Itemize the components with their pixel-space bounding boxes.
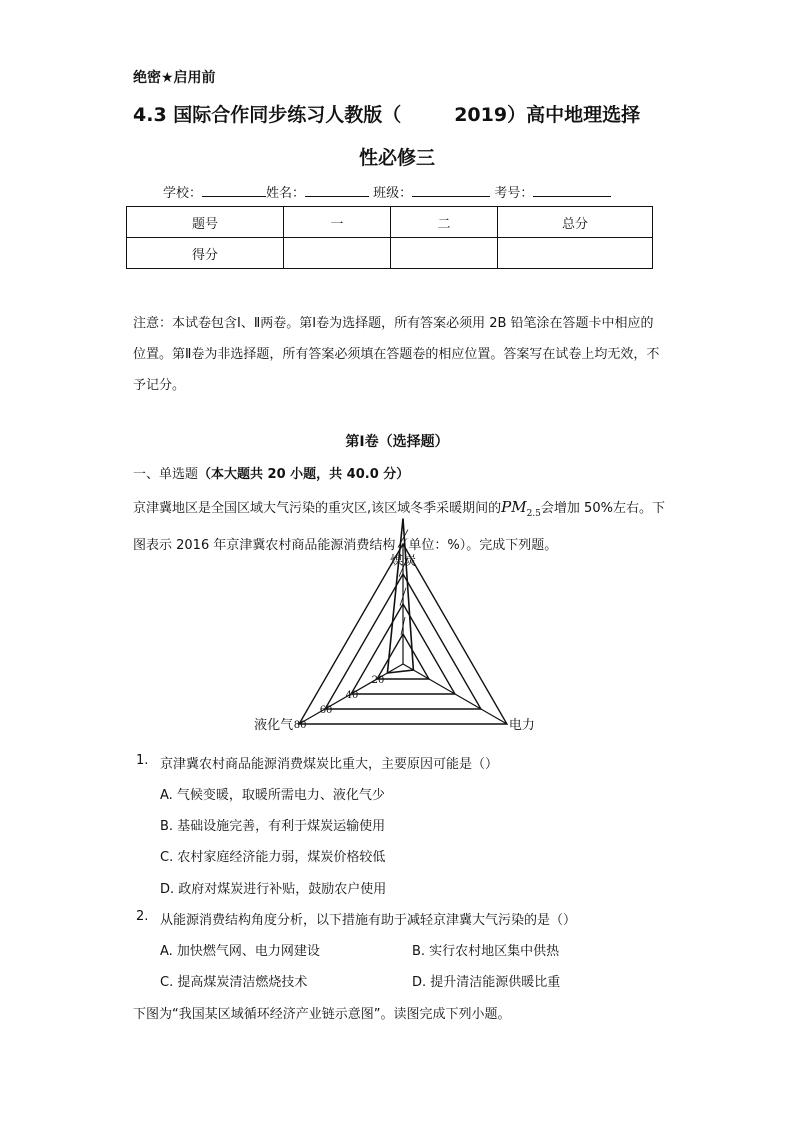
score-table-score-row (127, 238, 653, 269)
score-cell[interactable] (284, 238, 391, 269)
option-1c[interactable]: C. 农村家庭经济能力弱，煤炭价格较低 (160, 850, 386, 865)
question-stem: 京津冀农村商品能源消费煤炭比重大，主要原因可能是（） (160, 757, 499, 772)
option-1a[interactable]: A. 气候变暖，取暖所需电力、液化气少 (160, 788, 385, 803)
score-row-label: 得分 (127, 238, 284, 269)
score-header-cell: 一 (284, 207, 391, 238)
page-title-line1: 4.3 国际合作同步练习人教版（ 2019）高中地理选择 (133, 104, 641, 126)
option-2d[interactable]: D. 提升清洁能源供暖比重 (412, 975, 561, 990)
energy-radar-chart (254, 552, 535, 733)
school-blank[interactable] (202, 184, 266, 197)
name-blank[interactable] (305, 184, 369, 197)
intro-before-pm: 京津冀地区是全国区域大气污染的重灾区,该区域冬季采暖期间的 (133, 501, 502, 516)
pm-sub: 2.5 (526, 509, 541, 519)
intro-after-pm: 会增加 50%左右。下图表示 2016 年京津冀农村商品能源消费结构（单位：%）。完成下列题。 (133, 501, 665, 553)
score-header-cell: 题号 (127, 207, 284, 238)
notice-text: 注意：本试卷包含Ⅰ、Ⅱ两卷。第Ⅰ卷为选择题，所有答案必须用 2B 铅笔涂在答题卡中相应的位置。第Ⅱ卷为非选择题，所有答案必须填在答题卷的相应位置。答案写在试卷上均无效，不予记分。 (133, 316, 660, 393)
subsection-detail: （本大题共 20 小题，共 40.0 分） (198, 467, 410, 482)
score-cell[interactable] (391, 238, 498, 269)
question-stem: 从能源消费结构角度分析，以下措施有助于减轻京津冀大气污染的是（） (160, 913, 577, 928)
tick-label: 80 (293, 720, 307, 731)
question-number: 1. (136, 753, 149, 768)
secret-mark: 绝密★启用前 (133, 70, 216, 86)
subsection-title (133, 463, 409, 482)
footer-text: 下图为“我国某区域循环经济产业链示意图”。读图完成下列小题。 (133, 1007, 511, 1022)
class-label: 班级： (373, 186, 413, 201)
score-cell[interactable] (498, 238, 653, 269)
score-table (126, 206, 653, 269)
score-header-cell: 总分 (498, 207, 653, 238)
school-label: 学校： (163, 186, 203, 201)
name-label: 姓名： (266, 186, 306, 201)
option-1d[interactable]: D. 政府对煤炭进行补贴，鼓励农户使用 (160, 882, 387, 897)
exam-no-blank[interactable] (533, 184, 611, 197)
question-number: 2. (136, 909, 149, 924)
axis-label-coal: 煤炭 (389, 554, 417, 569)
option-2b[interactable]: B. 实行农村地区集中供热 (412, 944, 560, 959)
score-table-header-row (127, 207, 653, 238)
exam-no-label: 考号： (494, 186, 534, 201)
axis-label-electricity: 电力 (508, 718, 535, 733)
score-header-cell: 二 (391, 207, 498, 238)
option-2c[interactable]: C. 提高煤炭清洁燃烧技术 (160, 975, 308, 990)
tick-label: 20 (371, 675, 385, 686)
student-info (163, 182, 611, 201)
pm-main: PM (501, 498, 527, 516)
subsection-prefix: 一、单选题 (133, 467, 199, 482)
axis-label-lpg: 液化气 (254, 718, 294, 733)
page-title-line2: 性必修三 (358, 147, 435, 169)
option-2a[interactable]: A. 加快燃气网、电力网建设 (160, 944, 320, 959)
class-blank[interactable] (412, 184, 490, 197)
pm25-symbol (501, 498, 541, 519)
option-1b[interactable]: B. 基础设施完善，有利于煤炭运输使用 (160, 819, 386, 834)
tick-label: 60 (319, 705, 333, 716)
section-title: 第Ⅰ卷（选择题） (345, 434, 449, 450)
tick-label: 40 (345, 690, 359, 701)
